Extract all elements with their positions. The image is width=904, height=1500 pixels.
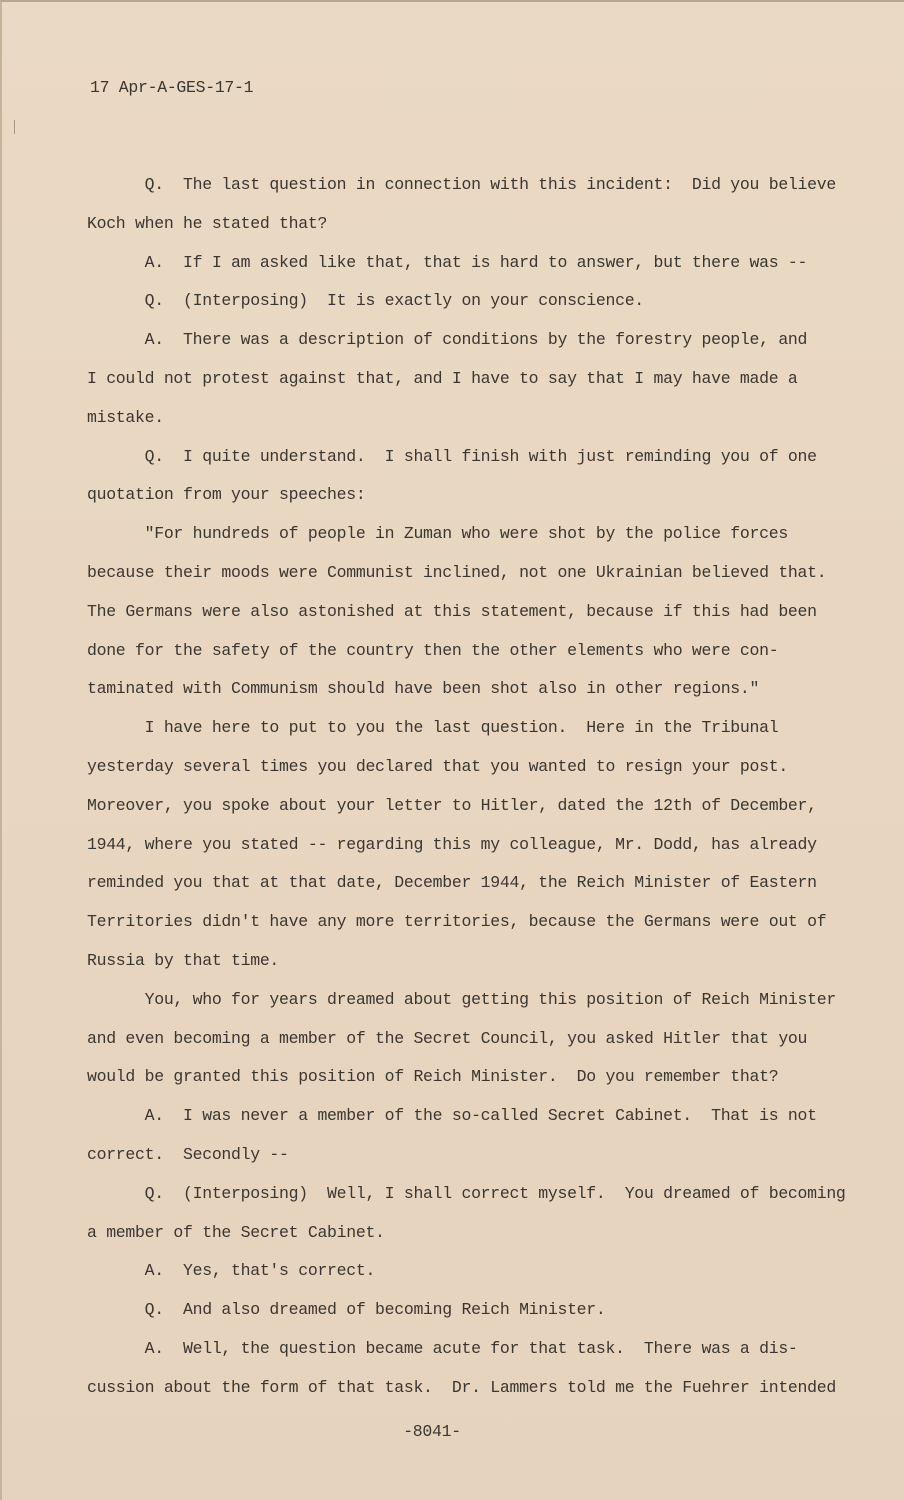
text-line: The Germans were also astonished at this statement, because if this had been <box>87 601 817 621</box>
text-line: 1944, where you stated -- regarding this my colleague, Mr. Dodd, has already <box>87 834 817 854</box>
text-line: Q. The last question in connection with this incident: Did you believe <box>87 175 836 194</box>
text-line: Q. (Interposing) It is exactly on your conscience. <box>87 291 644 311</box>
text-line: You, who for years dreamed about getting this position of Reich Minister <box>87 989 836 1009</box>
text-line: Koch when he stated that? <box>87 213 328 233</box>
text-line: a member of the Secret Cabinet. <box>87 1222 385 1242</box>
text-line: mistake. <box>87 407 164 427</box>
document-reference: 17 Apr-A-GES-17-1 <box>90 78 254 97</box>
text-line: "For hundreds of people in Zuman who were shot by the police forces <box>87 524 788 544</box>
text-line: A. Well, the question became acute for that task. There was a dis- <box>87 1338 798 1358</box>
text-line: Territories didn't have any more territories, because the Germans were out of <box>87 912 827 932</box>
text-line: because their moods were Communist inclined, not one Ukrainian believed that. <box>87 562 827 582</box>
margin-mark <box>14 120 15 134</box>
text-line: Q. (Interposing) Well, I shall correct myself. You dreamed of becoming <box>87 1183 846 1203</box>
text-line: Moreover, you spoke about your letter to Hitler, dated the 12th of December, <box>87 795 817 815</box>
text-line: Q. I quite understand. I shall finish with just reminding you of one <box>87 446 817 466</box>
transcript-body <box>87 170 847 1412</box>
text-line: A. There was a description of conditions by the forestry people, and <box>87 330 808 350</box>
text-line: Russia by that time. <box>87 950 280 970</box>
text-line: A. If I am asked like that, that is hard to answer, but there was -- <box>87 252 808 272</box>
page-number: -8041- <box>403 1422 461 1441</box>
text-line: and even becoming a member of the Secret Council, you asked Hitler that you <box>87 1028 808 1048</box>
text-line: I could not protest against that, and I have to say that I may have made a <box>87 368 798 388</box>
text-line: reminded you that at that date, December 1944, the Reich Minister of Eastern <box>87 873 817 893</box>
text-line: Q. And also dreamed of becoming Reich Minister. <box>87 1300 606 1320</box>
text-line: taminated with Communism should have been shot also in other regions." <box>87 679 760 699</box>
text-line: would be granted this position of Reich Minister. Do you remember that? <box>87 1067 779 1087</box>
text-line: cussion about the form of that task. Dr. Lammers told me the Fuehrer intended <box>87 1377 836 1397</box>
text-line: quotation from your speeches: <box>87 485 366 505</box>
text-line: yesterday several times you declared that you wanted to resign your post. <box>87 756 788 776</box>
text-line: A. I was never a member of the so-called Secret Cabinet. That is not <box>87 1106 817 1126</box>
text-line: correct. Secondly -- <box>87 1144 289 1164</box>
text-line: A. Yes, that's correct. <box>87 1261 376 1281</box>
text-line: I have here to put to you the last question. Here in the Tribunal <box>87 718 779 738</box>
text-line: done for the safety of the country then the other elements who were con- <box>87 640 779 660</box>
